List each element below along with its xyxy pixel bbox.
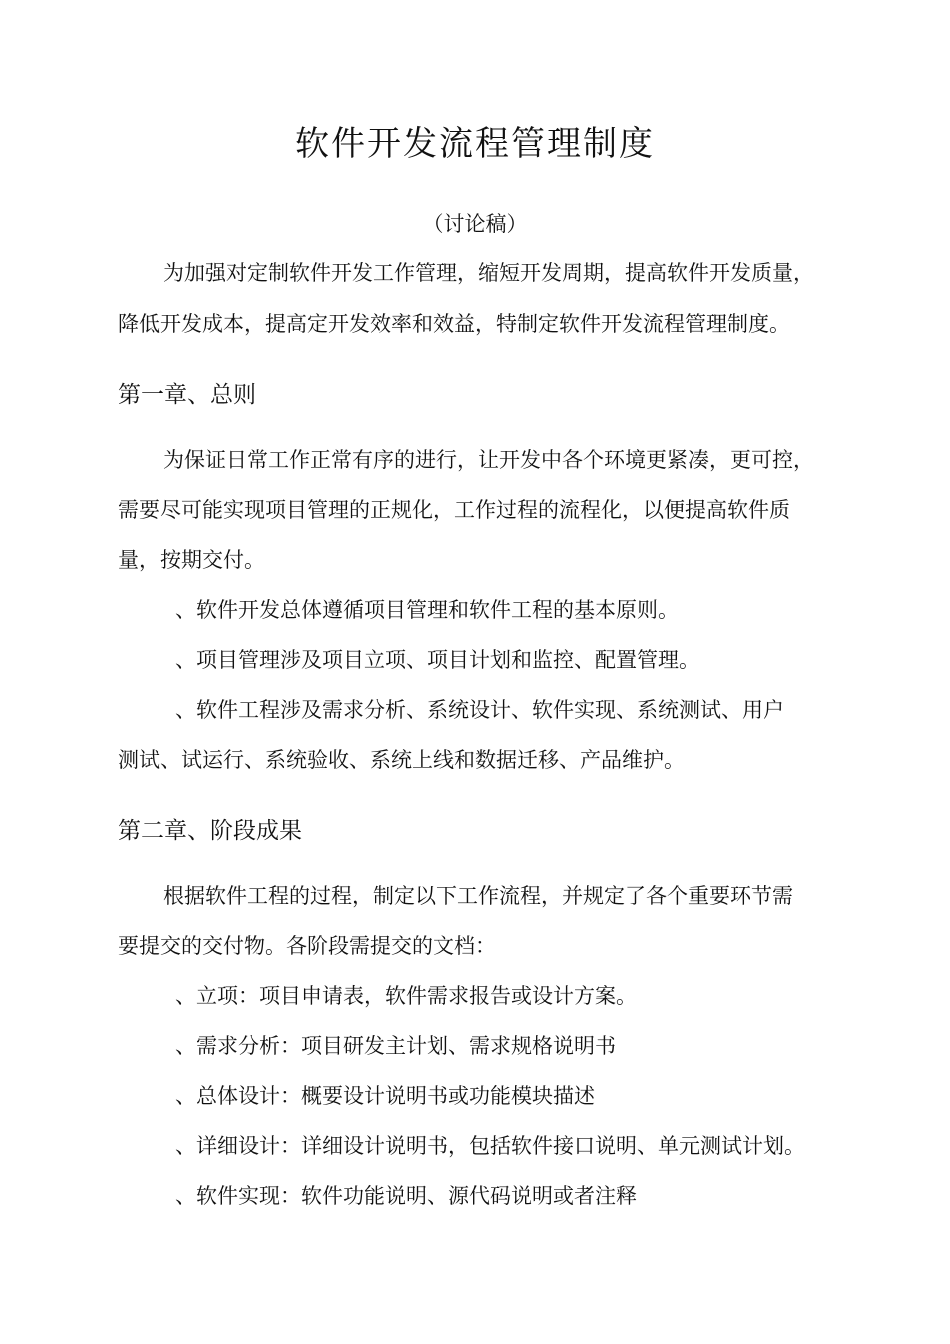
paragraph-line: 需要尽可能实现项目管理的正规化，工作过程的流程化，以便提高软件质 [118,498,790,522]
intro-line: 降低开发成本，提高定开发效率和效益，特制定软件开发流程管理制度。 [118,312,790,336]
list-item: 、软件开发总体遵循项目管理和软件工程的基本原则。 [175,598,679,622]
list-item: 、软件工程涉及需求分析、系统设计、软件实现、系统测试、用户 [175,698,784,722]
list-item: 、软件实现：软件功能说明、源代码说明或者注释 [175,1184,637,1208]
paragraph-line: 量，按期交付。 [118,548,265,572]
paragraph-line: 根据软件工程的过程，制定以下工作流程，并规定了各个重要环节需 [163,884,793,908]
paragraph-line: 为保证日常工作正常有序的进行，让开发中各个环境更紧凑，更可控， [163,448,814,472]
document-title: 软件开发流程管理制度 [295,124,655,164]
chapter-heading: 第二章、阶段成果 [118,818,302,844]
list-item: 、详细设计：详细设计说明书，包括软件接口说明、单元测试计划。 [175,1134,805,1158]
list-item: 测试、试运行、系统验收、系统上线和数据迁移、产品维护。 [118,748,685,772]
intro-line: 为加强对定制软件开发工作管理，缩短开发周期，提高软件开发质量， [163,261,814,285]
list-item: 、总体设计：概要设计说明书或功能模块描述 [175,1084,595,1108]
paragraph-line: 要提交的交付物。各阶段需提交的文档： [118,934,496,958]
document-subtitle: （讨论稿） [422,212,528,236]
list-item: 、项目管理涉及项目立项、项目计划和监控、配置管理。 [175,648,700,672]
chapter-heading: 第一章、总则 [118,382,256,408]
list-item: 、需求分析：项目研发主计划、需求规格说明书 [175,1034,616,1058]
list-item: 、立项：项目申请表，软件需求报告或设计方案。 [175,984,637,1008]
